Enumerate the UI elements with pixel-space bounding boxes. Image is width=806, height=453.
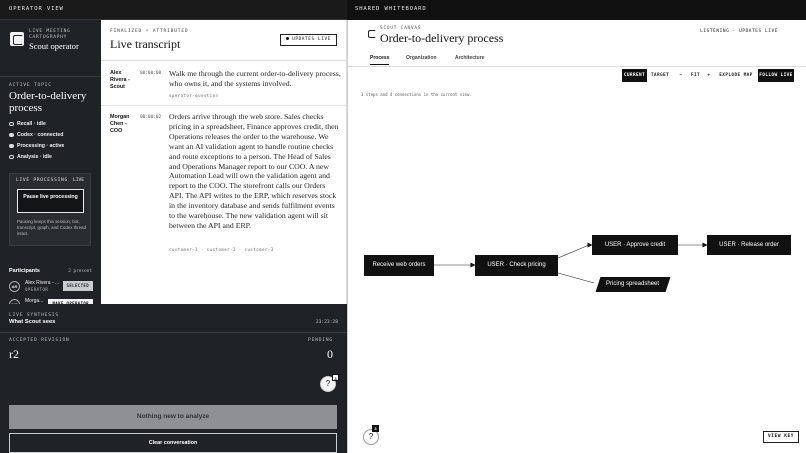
operator-panel bbox=[0, 20, 101, 304]
operator-kicker-line2: CARTOGRAPHY bbox=[29, 34, 68, 40]
status-dot-icon bbox=[9, 122, 14, 127]
status-dot-icon bbox=[9, 155, 14, 160]
scout-logo-icon bbox=[10, 32, 24, 46]
edge-pricing-to-credit bbox=[558, 245, 592, 258]
operator-title: Scout operator bbox=[29, 41, 79, 51]
live-processing-note: Pausing keeps this session, bot, transcript, graph, and Codex thread intact. bbox=[17, 219, 87, 236]
fit-button[interactable]: FIT bbox=[688, 69, 703, 82]
speaker-name: Morgan Chen - COO bbox=[110, 114, 130, 134]
live-processing-state: LIVE bbox=[72, 178, 84, 183]
accepted-revision-label: ACCEPTED REVISION bbox=[9, 338, 70, 343]
transcript-panel bbox=[101, 20, 347, 304]
help-count-badge: 3 bbox=[332, 374, 339, 381]
operator-view-header bbox=[0, 0, 347, 20]
active-topic: Order-to-delivery process bbox=[9, 90, 87, 114]
view-key-button[interactable]: VIEW KEY bbox=[763, 431, 799, 443]
target-view-button[interactable]: TARGET bbox=[649, 69, 671, 82]
system-node-label: Pricing spreadsheet bbox=[606, 281, 660, 287]
whiteboard-header bbox=[347, 0, 806, 20]
message-tags: operator-question bbox=[169, 93, 219, 98]
message-time: 00:00:02 bbox=[140, 115, 162, 120]
divider bbox=[101, 105, 346, 106]
status-label: Processing · active bbox=[17, 143, 65, 149]
explode-map-button[interactable]: EXPLODE MAP bbox=[718, 69, 754, 82]
status-dot-icon bbox=[9, 133, 14, 138]
message-text: Orders arrive through the web store. Sales checks pricing in a spreadsheet, Finance approves credit, then Operations releases the order to the warehouse. We want an AI validation agent to handle routine checks and route exceptions to a person. The Head of Sales and Operations Manager report to our COO. A new Automation Lead will own the validation agent and report to the COO. The storefront calls our Orders API. The API writes to the ERP, which reserves stock in the inventory database and sends fulfilment events to the warehouse. The new validation agent will sit between the API and ERP. bbox=[169, 112, 339, 230]
live-dot-icon bbox=[286, 37, 289, 40]
process-node[interactable]: Receive web orders bbox=[364, 255, 434, 276]
canvas-status: LISTENING · UPDATES LIVE bbox=[700, 29, 778, 34]
whiteboard-header-title: SHARED WHITEBOARD bbox=[355, 6, 427, 12]
speaker-name: Alex Rivera - Scout bbox=[110, 70, 130, 90]
participant-row bbox=[9, 280, 93, 295]
status-analysis bbox=[9, 154, 64, 165]
edge-pricing-to-spreadsheet bbox=[558, 273, 594, 283]
participants-title: Participants bbox=[9, 268, 40, 274]
participant-name: Alex Rivera - ... bbox=[25, 280, 60, 286]
zoom-out-button[interactable]: − bbox=[675, 69, 687, 82]
participants-count: 2 present bbox=[68, 269, 92, 274]
status-recall bbox=[9, 121, 64, 132]
status-label: Recall · idle bbox=[17, 121, 46, 127]
active-topic-label: ACTIVE TOPIC bbox=[9, 83, 52, 88]
help-icon: ? bbox=[325, 379, 331, 388]
canvas-info: 3 steps and 4 connections in the current view. bbox=[361, 92, 472, 97]
tab-organization[interactable]: Organization bbox=[406, 55, 437, 61]
message-text: Walk me through the current order-to-delivery process, who owns it, and the systems involved. bbox=[169, 69, 341, 88]
tab-process[interactable]: Process bbox=[370, 55, 389, 65]
synthesis-kicker: LIVE SYNTHESIS bbox=[9, 313, 59, 318]
follow-live-button[interactable]: FOLLOW LIVE bbox=[758, 69, 794, 82]
live-processing-title: LIVE PROCESSING bbox=[16, 178, 68, 183]
canvas-kicker: SCOUT CANVAS bbox=[380, 26, 422, 31]
process-node[interactable]: USER · Release order bbox=[707, 235, 791, 255]
divider bbox=[0, 332, 347, 333]
canvas-title: Order-to-delivery process bbox=[380, 31, 504, 45]
status-processing bbox=[9, 143, 64, 154]
analyze-button[interactable]: Nothing new to analyze bbox=[9, 405, 337, 429]
help-icon: ? bbox=[368, 432, 374, 441]
status-label: Analysis · idle bbox=[17, 154, 52, 160]
status-label: Codex · connected bbox=[17, 132, 64, 138]
synthesis-panel bbox=[0, 304, 347, 453]
service-status-list bbox=[9, 121, 64, 165]
participant-role: OPERATOR bbox=[25, 287, 49, 292]
synthesis-time: 23:23:28 bbox=[315, 320, 338, 325]
operator-kicker bbox=[29, 29, 71, 40]
avatar: AR bbox=[9, 281, 20, 292]
canvas-help-badge: 3 bbox=[372, 425, 379, 432]
accepted-revision-value: r2 bbox=[9, 347, 19, 361]
divider bbox=[101, 60, 346, 61]
operator-kicker-line1: LIVE MEETING bbox=[29, 29, 71, 34]
synthesis-title: What Scout sees bbox=[9, 319, 56, 325]
message-time: 00:00:00 bbox=[140, 71, 162, 76]
selected-badge: SELECTED bbox=[63, 281, 93, 291]
divider bbox=[0, 76, 101, 77]
transcript-title: Live transcript bbox=[110, 37, 181, 51]
live-processing-card bbox=[9, 173, 91, 246]
tab-architecture[interactable]: Architecture bbox=[455, 55, 485, 61]
clear-conversation-button[interactable]: Clear conversation bbox=[9, 433, 337, 453]
operator-view-title: OPERATOR VIEW bbox=[9, 6, 64, 12]
current-view-button[interactable]: CURRENT bbox=[622, 69, 647, 82]
status-codex bbox=[9, 132, 64, 143]
status-dot-icon bbox=[9, 144, 14, 149]
pause-live-processing-button[interactable]: Pause live processing bbox=[17, 189, 84, 213]
message-tags: customer-1 · customer-2 · customer-3 bbox=[169, 247, 274, 252]
system-node[interactable] bbox=[596, 277, 671, 292]
transcript-kicker: FINALIZED + ATTRIBUTED bbox=[110, 29, 189, 34]
process-node[interactable]: USER · Approve credit bbox=[592, 235, 678, 255]
pending-value: 0 bbox=[327, 347, 333, 361]
updates-live-label: UPDATES LIVE bbox=[292, 37, 331, 42]
pending-label: PENDING bbox=[308, 338, 333, 343]
updates-live-badge bbox=[280, 34, 337, 46]
participant-name: Morga... bbox=[25, 298, 44, 304]
zoom-in-button[interactable]: + bbox=[704, 69, 714, 82]
process-node[interactable]: USER · Check pricing bbox=[475, 255, 558, 276]
whiteboard-panel bbox=[347, 20, 806, 453]
